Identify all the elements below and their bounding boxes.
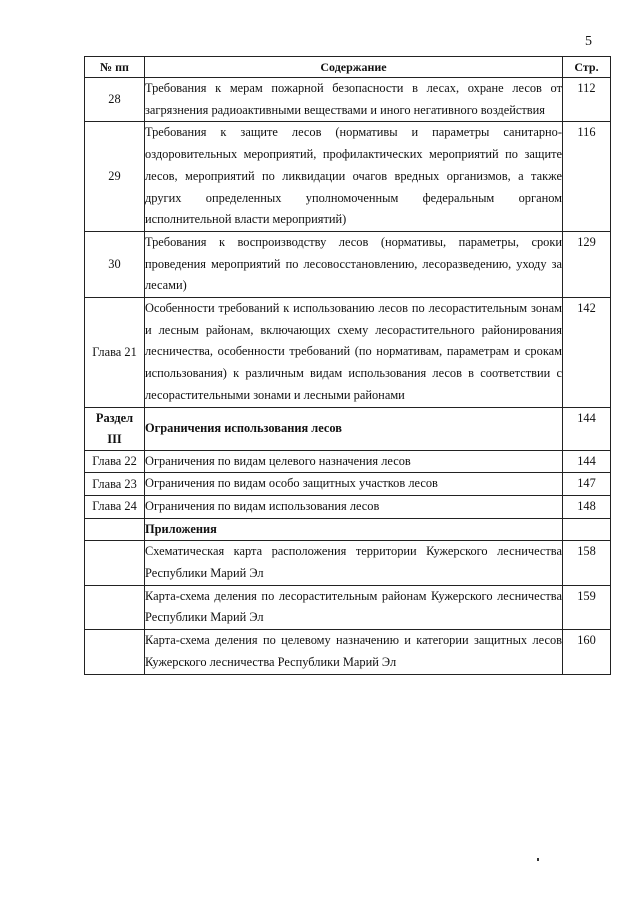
row-num: [85, 541, 145, 585]
table-row-section: [85, 407, 611, 450]
table-row: [85, 122, 611, 232]
row-content: Ограничения по видам использования лесов: [145, 495, 563, 518]
row-content: Ограничения по видам целевого назначения лесов: [145, 450, 563, 473]
table-row: [85, 585, 611, 629]
table-row: [85, 450, 611, 473]
row-num: [85, 630, 145, 674]
row-content: Требования к воспроизводству лесов (нормативы, параметры, сроки проведения мероприятий по лесовосстановлению, лесоразведению, уходу за лесами): [145, 231, 563, 297]
row-num: Глава 21: [85, 298, 145, 408]
table-row: [85, 473, 611, 496]
header-num: № пп: [85, 57, 145, 78]
row-page: 144: [563, 407, 611, 450]
table-header-row: [85, 57, 611, 78]
table-row: [85, 231, 611, 297]
row-page: 142: [563, 298, 611, 408]
table-row: [85, 541, 611, 585]
row-page: 129: [563, 231, 611, 297]
row-page: [563, 518, 611, 541]
page-number: 5: [585, 34, 592, 49]
row-content: Особенности требований к использованию лесов по лесорастительным зонам и лесным районам, включающих схему лесорастительного районирования лесничества, особенности требований (по нормативам, параметрам и срокам использования) к различным видам использования лесов в соответствии с лесорастительными зонами и лесными районами: [145, 298, 563, 408]
row-num: 28: [85, 78, 145, 122]
row-page: 147: [563, 473, 611, 496]
row-num: [85, 518, 145, 541]
row-page: 116: [563, 122, 611, 232]
row-page: 160: [563, 630, 611, 674]
row-content: Карта-схема деления по целевому назначению и категории защитных лесов Кужерского лесничества Республики Марий Эл: [145, 630, 563, 674]
row-content: Карта-схема деления по лесорастительным районам Кужерского лесничества Республики Марий Эл: [145, 585, 563, 629]
header-page: Стр.: [563, 57, 611, 78]
row-num: Глава 24: [85, 495, 145, 518]
row-page: 144: [563, 450, 611, 473]
row-content: Приложения: [145, 518, 563, 541]
table-row: [85, 78, 611, 122]
row-num: Глава 22: [85, 450, 145, 473]
table-row: [85, 630, 611, 674]
row-num: [85, 585, 145, 629]
table-row: [85, 298, 611, 408]
row-num: Глава 23: [85, 473, 145, 496]
row-content: Ограничения использования лесов: [145, 407, 563, 450]
table-row: [85, 495, 611, 518]
row-num: 29: [85, 122, 145, 232]
row-page: 148: [563, 495, 611, 518]
row-num: Раздел III: [85, 407, 145, 450]
row-content: Схематическая карта расположения территории Кужерского лесничества Республики Марий Эл: [145, 541, 563, 585]
scan-speck: [537, 858, 539, 861]
table-row-appendix-heading: [85, 518, 611, 541]
row-page: 112: [563, 78, 611, 122]
row-page: 159: [563, 585, 611, 629]
row-page: 158: [563, 541, 611, 585]
header-content: Содержание: [145, 57, 563, 78]
table-of-contents: [84, 56, 611, 675]
row-content: Требования к защите лесов (нормативы и параметры санитарно-оздоровительных мероприятий, профилактических мероприятий по защите лесов, мероприятий по ликвидации очагов вредных организмов, а также других определенных уполномоченным федеральным органом исполнительной власти мероприятий): [145, 122, 563, 232]
row-content: Ограничения по видам особо защитных участков лесов: [145, 473, 563, 496]
row-num: 30: [85, 231, 145, 297]
row-content: Требования к мерам пожарной безопасности в лесах, охране лесов от загрязнения радиоактивными веществами и иного негативного воздействия: [145, 78, 563, 122]
